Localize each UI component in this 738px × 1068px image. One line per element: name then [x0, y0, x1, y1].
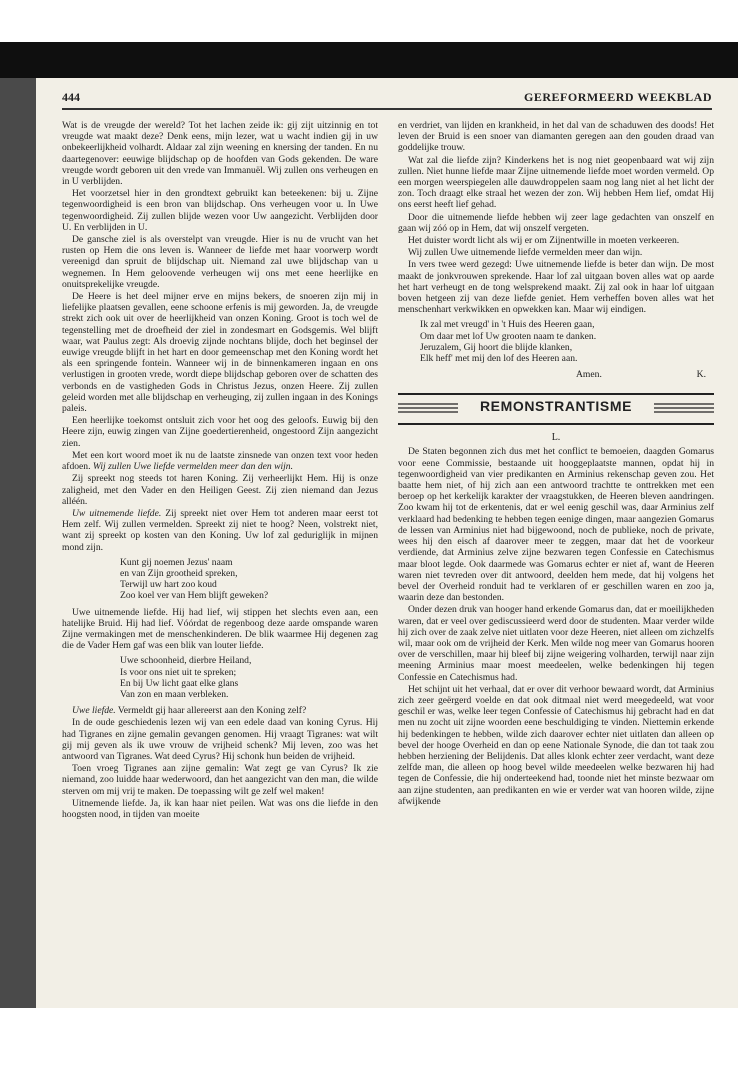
poem-line: Is voor ons niet uit te spreken; — [120, 666, 237, 678]
poem-stanza — [420, 319, 714, 364]
paragraph: Door die uitnemende liefde hebben wij zeer lage gedachten van onszelf en gaan wij zóó op in Hem, dat wij onszelf vergeten. — [398, 211, 714, 234]
paragraph: Uwe uitnemende liefde. Hij had lief, wij stippen het slechts even aan, een hatelijke Bruid. Hij had lief. Vóórdat de regenboog deze aarde omspande waren Zijne vermakingen met de menschenkinderen. De blik waarmee Hij degenen zag die de Vader Hem gaf was een blik van louter liefde. — [62, 606, 378, 652]
poem-stanza — [120, 655, 378, 700]
paragraph: In vers twee werd gezegd: Uwe uitnemende liefde is beter dan wijn. De most maakt de jonkvrouwen sprekende. Haar lof zal uitgaan boven alles wat op aarde het hart verheugt en de tong welsprekend maakt. Zij zal ook in haar lof uitgaan boven hetgeen zij van deze liefde geniet. Hem verheffen boven alles wat het menschenhart verkwikken en opwekken kan. Maar wij eindigen. — [398, 259, 714, 316]
paragraph: Zij spreekt nog steeds tot haren Koning. Zij verheerlijkt Hem. Hij is onze zaligheid, met den Vader en den Heiligen Geest. Zij zien niemand dan Jezus alléén. — [62, 473, 378, 507]
paragraph-text: Vermeldt gij haar allereerst aan den Koning zelf? — [115, 705, 307, 717]
scanner-top-border — [0, 42, 738, 78]
poem-line: Kunt gij noemen Jezus' naam — [120, 556, 233, 568]
paragraph: Uitnemende liefde. Ja, ik kan haar niet peilen. Wat was ons die liefde in den hoogsten nood, in tijden van moeite — [62, 797, 378, 820]
paragraph: De Heere is het deel mijner erve en mijns bekers, de snoeren zijn mij in liefelijke plaatsen gevallen, eene schoone erfenis is mij geworden. Ja, de vreugde strekt zich ook uit over de heerlijkheid van onzen Koning. Groot is toch wel de tegenstelling met de droefheid der ziel in zondesmart en Godsgemis. Wel blijft waar, wat Paulus zegt: Als droevig zijnde nochtans blijde, doch het beginsel der euwige vreugde blijft in het hart en door gemeenschap met den Koning wordt het als een springende fontein. Wanneer wij in de binnenkameren ingaan en ons verlustigen in grooten vrede, wordt diepe blijdschap geboren over de schatten des verbonds en de vastigheden Gods in Christus Jezus, onzen Heere. Zij zullen geleid worden met alle blijdschap en verheuging, zij zullen ingaan in des Konings paleis. — [62, 291, 378, 415]
right-column — [398, 120, 714, 1000]
paragraph: en verdriet, van lijden en krankheid, in het dal van de schaduwen des doods! Het leven der Bruid is een snoer van diamanten geregen aan den gouden draad van goddelijke trouw. — [398, 120, 714, 154]
poem-line: Jeruzalem, Gij hoort die blijde klanken, — [420, 341, 573, 353]
amen-text: Amen. — [576, 369, 602, 381]
poem-line: en van Zijn grootheid spreken, — [120, 567, 238, 579]
paragraph: Het schijnt uit het verhaal, dat er over dit verhoor bewaard wordt, dat Arminius zich zeer geërgerd voelde en dat ook ditmaal niet werd meegedeeld, wat voor geschil er was, welke leer tegen Confessie of Catechismus hij gebracht had en dat men nu zocht uit zijne woorden eene beschuldiging te vinden. Niettemin erkende hij bedenkingen te hebben, wilde zich daarover echter niet uitlaten dan alleen op bevel der hooge Overheid en dan op eene Nationale Synode, die dan tot taak zou hebben herziening der Belijdenis. Dat alles klonk echter zeer verdacht, want deze zelfde man, die alleen op hoog bevel wilde meedeelen welke bezwaren hij had tegen de Confessie, die hij onderteekend had, toonde niet het minste bezwaar om aan zijne studenten, aan predikanten en wie er verder wat van hooren wilde, zijne afwijkende — [398, 683, 714, 807]
paragraph — [62, 508, 378, 553]
paragraph: Het duister wordt licht als wij er om Zijnentwille in moeten verkeeren. — [408, 235, 680, 247]
paragraph: De gansche ziel is als overstelpt van vreugde. Hier is nu de vrucht van het rusten op Hem die ons leven is. Wanneer de liefde met haar voorwerp wordt vereenigd dan spruit de blijdschap uit. Niemand zal uwe blijdschap van u wegnemen. In Hem geloovende verheugen wij ons met eene heerlijke en onuitsprekelijke vreugde. — [62, 234, 378, 290]
paragraph: Wat zal die liefde zijn? Kinderkens het is nog niet geopenbaard wat wij zijn zullen. Niet hunne liefde maar Zijne uitnemende liefde moet worden vermeld. Op een morgen weerspiegelen alle dauwdroppelen saam nog lang niet al het licht der zon. Toch draagt elke straal het wezen der zon. Wij hebben Hem lief, omdat Hij ons eerst heeft lief gehad. — [398, 154, 714, 211]
page-number: 444 — [62, 90, 80, 104]
emphasis-lead: Uw uitnemende liefde. — [72, 507, 162, 519]
poem-line: Terwijl uw hart zoo koud — [120, 579, 217, 591]
section-title: REMONSTRANTISME — [479, 398, 633, 415]
poem-line: Ik zal met vreugd' in 't Huis des Heeren gaan, — [420, 319, 595, 331]
paragraph: Wat is de vreugde der wereld? Tot het lachen zeide ik: gij zijt uitzinnig en tot vreugde wat maakt deze? Denk eens, mijn lezer, wat u wacht indien gij in uw onbekeerlijkheid volhardt. Aldaar zal zijn weening en knersing der tanden. En nu daartegenover: eeuwige blijdschap op de hoofden van Gods gekenden. De ware vreugde wordt geboren uit den vrede van Immanuël. Wij zullen ons verheugen en in U verblijden. — [62, 120, 378, 188]
poem-line: En bij Uw licht gaat elke glans — [120, 677, 239, 689]
paragraph-text: Zij spreekt niet over Hem tot anderen maar eerst tot Hem zelf. Wij zullen vermelden. Spreekt zij niet te hoog? Neen, volstrekt niet, want zij spreekt op kosten van den Koning. Uw lof zal geduriglijk in mijnen mond zijn. — [62, 507, 378, 553]
scanner-left-border — [0, 78, 36, 1008]
poem-line: Zoo koel ver van Hem blijft geweken? — [120, 590, 269, 602]
bottom-margin — [0, 1008, 738, 1068]
paragraph: In de oude geschiedenis lezen wij van een edele daad van koning Cyrus. Hij had Tigranes en zijne gemalin gevangen genomen. Hij vraagt Tigranes: wat wilt gij mij geven als ik uwe vrouw de vrijheid schenk? Mij leven, zoo was het antwoord van Tigranes. Wat deed Cyrus? Hij schonk hun beiden de vrijheid. — [62, 717, 378, 762]
author-signature: K. — [696, 369, 706, 381]
header-rule — [62, 108, 712, 110]
left-column — [62, 120, 378, 1000]
paragraph: Het voorzetsel hier in den grondtext gebruikt kan beteekenen: bij u. Zijne tegenwoordigheid is een bron van blijdschap. Ons verheugen voor u. In Uwe tegenwoordigheid. Zij zullen blijde wezen voor Uw aangezicht. Verblijden door U. En verblijden in U. — [62, 188, 378, 233]
paragraph-text: Met een kort woord moet ik nu de laatste zinsnede van onzen text voor heden afdoen. — [62, 449, 378, 473]
running-head — [62, 88, 712, 108]
poem-line: Van zon en maan verbleken. — [120, 688, 229, 700]
closing-line — [398, 369, 714, 382]
paragraph: Een heerlijke toekomst ontsluit zich voor het oog des geloofs. Euwig bij den Heere zijn, euwig zingen van Zijne goedertierenheid, ongestoord Zijn aangezicht zien. — [62, 415, 378, 449]
paragraph: Toen vroeg Tigranes aan zijne gemalin: Wat zegt ge van Cyrus? Ik zie niemand, zoo luidde haar wederwoord, dan het aangezicht van den man, die wilde sterven om mij vrij te maken. De toepassing wilt ge zelf wel maken! — [62, 763, 378, 797]
paragraph: Wij zullen Uwe uitnemende liefde vermelden meer dan wijn. — [408, 247, 643, 259]
section-heading — [398, 392, 714, 426]
paragraph: Onder dezen druk van hooger hand erkende Gomarus dan, dat er moeilijkheden waren, dat er veel over gediscussieerd werd door de studenten. Maar verder wilde hij zich over de zaak zelve niet uitlaten voor deze Heeren, niet alleen om zichzelfs wil, maar ook om de vrijheid der Kerk. Men wilde nog meer van Gomarus hooren over de verschillen, maar hij bleef bij zijne weigering volharden, terwijl naar zijn meening Arminius maar moest meedeelen, welke bedenkingen hij tegen Confessie en Catechismus had. — [398, 604, 714, 683]
poem-line: Uwe schoonheid, dierbre Heiland, — [120, 655, 252, 667]
emphasis-lead: Uwe liefde. — [72, 705, 116, 717]
paragraph: De Staten begonnen zich dus met het conflict te bemoeien, daagden Gomarus voor eene Commissie, bestaande uit hooggeplaatste mannen, opdat hij in tegenwoordigheid van vier predikanten en Arminius rekenschap geven zou. Het baatte hem niet, of hij zich aan een antwoord trachtte te onttrekken met een beroep op het kerkelijk karakter der vraagstukken, de Heeren bleven aandringen. Zoo kwam hij tot de erkentenis, dat er wel eenig geschil was, daar Arminius zelf verklaard had bedenking te hebben tegen eenige dingen, maar aangezien Gomarus de lessen van Arminius niet had bijgewoond, noch de publieke, noch de private, wees hij den eisch af daarover meer te zeggen, maar dat het de voorkeur verdiende, dat Arminius zelve zijne bezwaren tegen Confessie en Catechismus maar bloot legde. Ook daarmede was Gomarus echter er niet af, want de Heeren waren niet tevreden over dit antwoord, deelden hem mede, dat hij volgens het bevel der Overheid ronduit had te verklaren of er geschillen waren en zoo ja, waarin deze dan bestonden. — [398, 446, 714, 604]
paragraph — [62, 705, 378, 716]
scripture-quote: Wij zullen Uwe liefde vermelden meer dan den wijn. — [92, 461, 293, 473]
poem-stanza — [120, 557, 378, 602]
section-number: L. — [551, 432, 561, 444]
newspaper-page — [36, 78, 738, 1008]
journal-title: GEREFORMEERD WEEKBLAD — [524, 90, 712, 104]
paragraph — [62, 450, 378, 472]
poem-line: Om daar met lof Uw grooten naam te danken. — [420, 330, 597, 342]
poem-line: Elk heff' met mij den lof des Heeren aan. — [420, 353, 578, 365]
